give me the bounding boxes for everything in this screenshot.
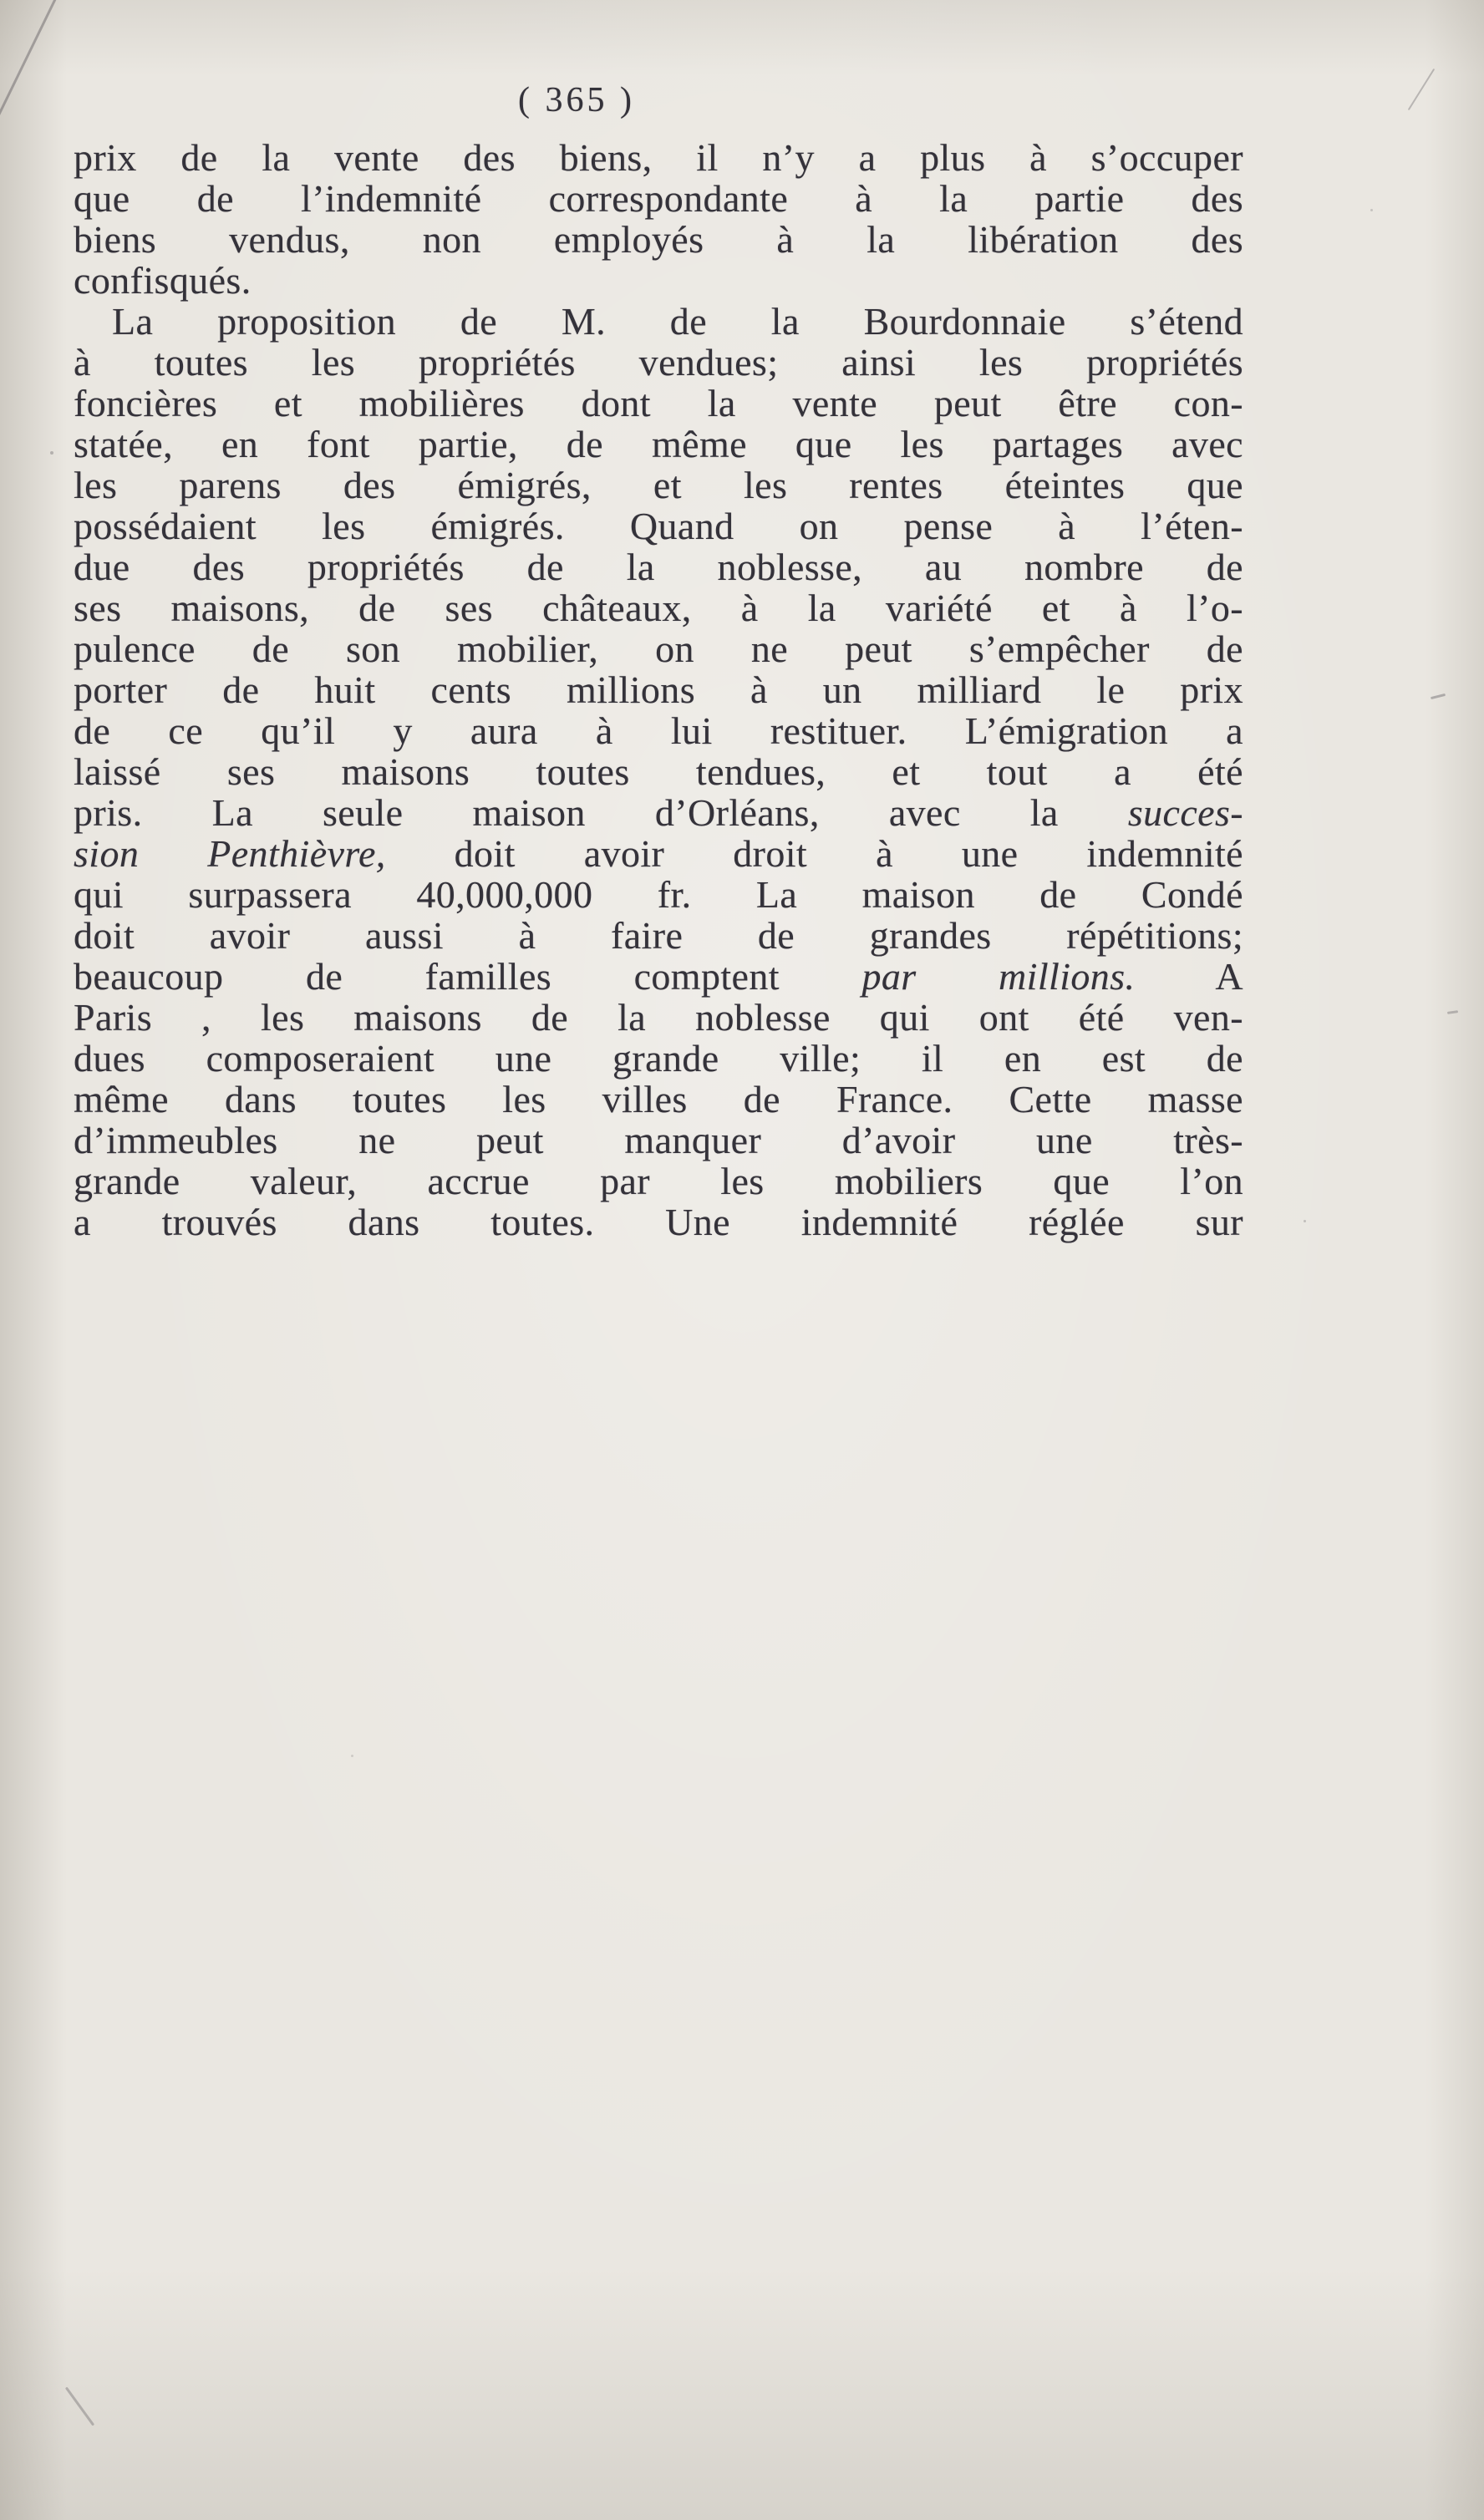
scan-artifact-dash [1431,694,1446,699]
text-segment: doit avoir aussi à faire de grandes répétitions; [74,914,1243,957]
text-segment: d’immeubles ne peut manquer d’avoir une très- [74,1119,1243,1161]
text-segment: ses maisons, de ses châteaux, à la variété et à l’o- [74,587,1243,629]
scan-artifact-speck [351,1755,353,1757]
italic-text-segment: succes- [1127,791,1243,834]
text-segment: qui surpassera 40,000,000 fr. La maison de Condé [74,873,1243,916]
text-line [74,424,1243,465]
text-segment: à toutes les propriétés vendues; ainsi les propriétés [74,341,1243,384]
text-segment: due des propriétés de la noblesse, au nombre de [74,546,1243,588]
text-segment: les parens des émigrés, et les rentes éteintes que [74,464,1243,506]
text-line [74,137,1243,178]
text-line [74,1202,1243,1242]
text-line [74,178,1243,219]
text-line [74,383,1243,424]
text-line [74,669,1243,710]
text-segment: pulence de son mobilier, on ne peut s’empêcher de [74,627,1243,670]
text-line [74,997,1243,1038]
scan-artifact-slash [1408,69,1435,110]
text-line [74,915,1243,956]
paragraph [74,137,1243,301]
text-segment: La proposition de M. de la Bourdonnaie s’étend [112,300,1243,343]
text-segment: foncières et mobilières dont la vente peut être con- [74,382,1243,424]
text-line [74,628,1243,669]
text-line [74,546,1243,587]
text-line [74,342,1243,383]
text-segment: confisqués. [74,259,252,302]
text-line [74,1038,1243,1079]
page-number: ( 365 ) [518,81,635,119]
text-segment: même dans toutes les villes de France. Cette masse [74,1078,1243,1120]
text-segment: porter de huit cents millions à un milliard le prix [74,668,1243,711]
text-line [74,792,1243,833]
text-segment: prix de la vente des biens, il n’y a plus à s’occuper [74,136,1243,179]
text-segment: beaucoup de familles comptent [74,955,862,998]
text-segment: dues composeraient une grande ville; il en est de [74,1037,1243,1080]
text-line [74,833,1243,874]
text-segment: a trouvés dans toutes. Une indemnité réglée sur [74,1201,1243,1243]
text-line [74,587,1243,628]
italic-text-segment: sion Penthièvre, [74,832,386,875]
text-segment: doit avoir droit à une indemnité [385,832,1243,875]
text-block [74,137,1243,1242]
text-line [74,874,1243,915]
text-line [74,956,1243,997]
text-line [74,710,1243,751]
scan-artifact-pen-stroke [65,2386,94,2426]
text-segment: statée, en font partie, de même que les partages avec [74,423,1243,465]
text-segment: possédaient les émigrés. Quand on pense à l’éten- [74,505,1243,547]
text-segment: grande valeur, accrue par les mobiliers que l’on [74,1160,1243,1202]
text-line [74,219,1243,260]
text-segment: que de l’indemnité correspondante à la partie des [74,177,1243,220]
text-line [74,1079,1243,1120]
text-line [74,506,1243,546]
italic-text-segment: par millions. [861,955,1136,998]
text-segment: A [1135,955,1243,998]
text-line [74,465,1243,506]
text-line [74,1161,1243,1202]
scan-artifact-speck [1370,209,1373,211]
scan-artifact-dash [1447,1010,1458,1014]
text-line [74,301,1243,342]
text-segment: de ce qu’il y aura à lui restituer. L’émigration a [74,709,1243,752]
text-line [74,1120,1243,1161]
text-line [74,751,1243,792]
text-segment: pris. La seule maison d’Orléans, avec la [74,791,1128,834]
text-segment: laissé ses maisons toutes tendues, et tout a été [74,750,1243,793]
text-segment: Paris , les maisons de la noblesse qui ont été ven- [74,996,1243,1039]
scan-artifact-speck [1304,1220,1306,1222]
text-line [74,260,1243,301]
paragraph [74,301,1243,1242]
scan-artifact-speck [50,451,53,455]
text-segment: biens vendus, non employés à la libération des [74,218,1243,261]
